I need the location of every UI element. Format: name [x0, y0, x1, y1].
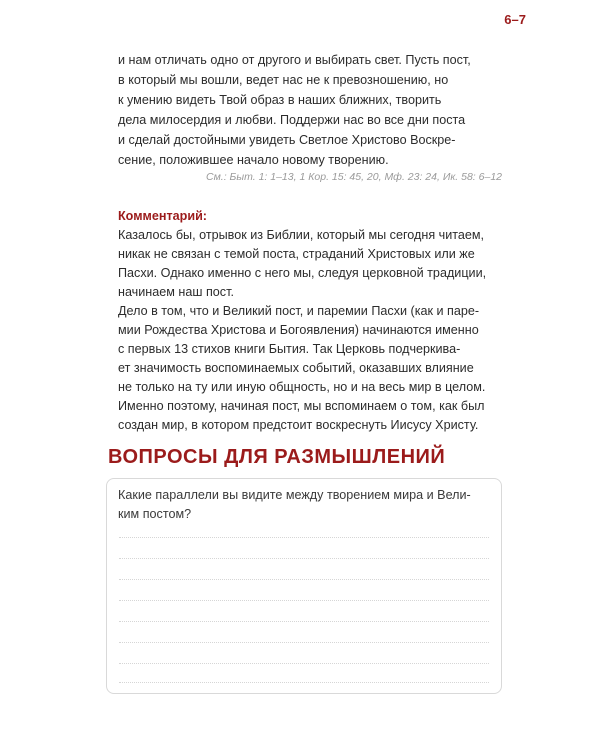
text-line: Пасхи. Однако именно с него мы, следуя церковной традиции, [118, 266, 487, 280]
answer-box[interactable] [106, 478, 502, 694]
text-line: дела милосердия и любви. Поддержи нас во все дни поста [118, 113, 466, 127]
writing-line [119, 558, 489, 559]
text-line: к умению видеть Твой образ в наших ближних, творить [118, 93, 442, 107]
text-line: мии Рождества Христова и Богоявления) начинаются именно [118, 323, 479, 337]
text-line: в который мы вошли, ведет нас не к превозношению, но [118, 73, 449, 87]
text-line: сение, положившее начало новому творению. [118, 153, 389, 167]
text-line: Дело в том, что и Великий пост, и паремии Пасхи (как и паре- [118, 304, 480, 318]
text-line: и сделай достойными увидеть Светлое Христово Воскре- [118, 133, 456, 147]
writing-line [119, 600, 489, 601]
text-line: не только на ту или иную общность, но и на весь мир в целом. [118, 380, 486, 394]
text-line: ет значимость воспоминаемых событий, оказавших влияние [118, 361, 474, 375]
writing-line [119, 621, 489, 622]
question-line: Какие параллели вы видите между творением мира и Вели- [118, 488, 471, 502]
writing-line [119, 663, 489, 664]
writing-line [119, 579, 489, 580]
scripture-citation: См.: Быт. 1: 1–13, 1 Кор. 15: 45, 20, Мф. 23: 24, Ик. 58: 6–12 [206, 171, 502, 183]
writing-line [119, 642, 489, 643]
text-line: начинаем наш пост. [118, 285, 234, 299]
writing-line [119, 682, 489, 683]
reflection-question [118, 486, 488, 524]
question-line: ким постом? [118, 507, 192, 521]
text-line: и нам отличать одно от другого и выбирать свет. Пусть пост, [118, 53, 471, 67]
writing-line [119, 537, 489, 538]
commentary-block [118, 207, 508, 435]
text-line: Именно поэтому, начиная пост, мы вспоминаем о том, как был [118, 399, 485, 413]
commentary-heading: Комментарий: [118, 209, 207, 223]
text-line: Казалось бы, отрывок из Библии, который мы сегодня читаем, [118, 228, 485, 242]
prayer-text [118, 50, 502, 170]
page-number: 6–7 [504, 12, 526, 27]
section-title: ВОПРОСЫ ДЛЯ РАЗМЫШЛЕНИЙ [108, 446, 446, 468]
text-line: с первых 13 стихов книги Бытия. Так Церковь подчеркива- [118, 342, 461, 356]
text-line: никак не связан с темой поста, страданий Христовых или же [118, 247, 475, 261]
text-line: создан мир, в котором предстоит воскреснуть Иисусу Христу. [118, 418, 479, 432]
